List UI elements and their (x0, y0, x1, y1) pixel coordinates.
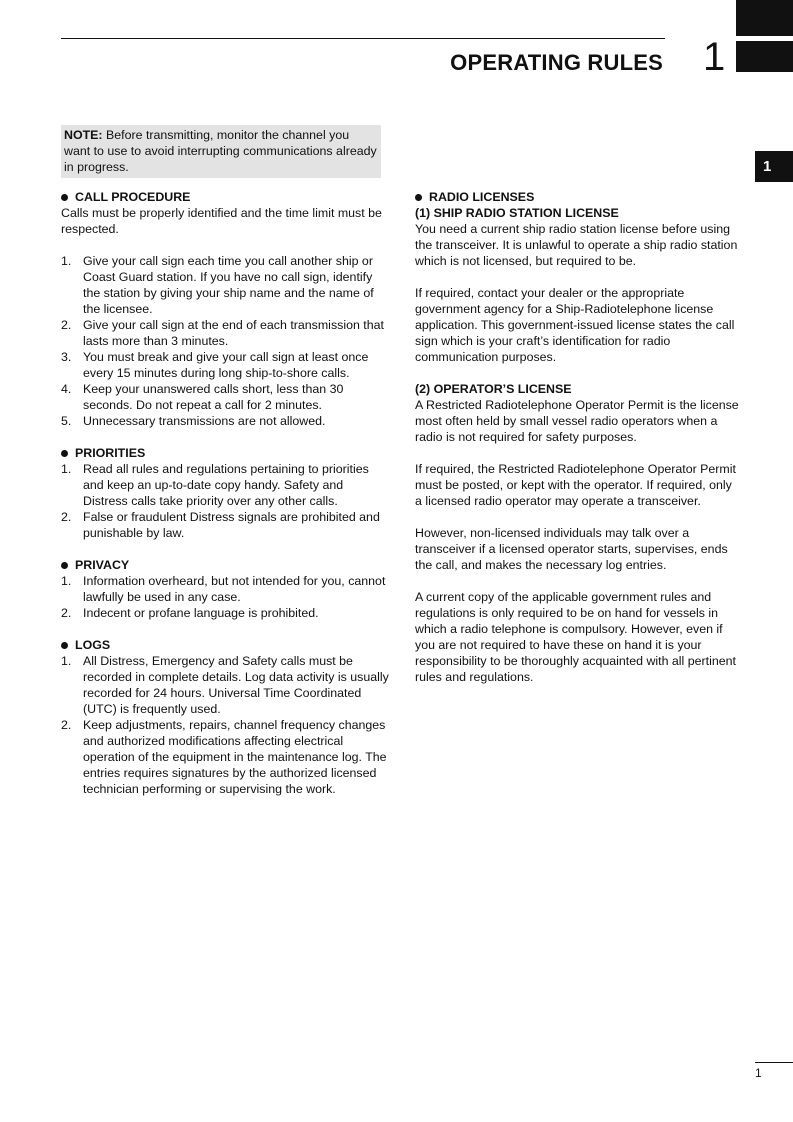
note-box (61, 125, 381, 178)
side-chapter-tab[interactable]: 1 (755, 151, 793, 182)
list-item: 5. Unnecessary transmissions are not allowed. (61, 414, 326, 428)
list-item: 1. All Distress, Emergency and Safety calls must be recorded in complete details. Log data activity is usually recorded for 24 hours. Universal Time Coordinated (UTC) is frequently used. (61, 654, 389, 716)
header-rule (61, 38, 665, 39)
list-item: 1. Give your call sign each time you call another ship or Coast Guard station. If you have no call sign, identify the station by giving your ship name and the name of the licensee. (61, 254, 374, 316)
privacy-list (61, 573, 391, 621)
page-number: 1 (755, 1066, 762, 1080)
list-item: 4. Keep your unanswered calls short, less than 30 seconds. Do not repeat a call for 2 minutes. (61, 382, 344, 412)
left-column (61, 189, 391, 797)
section-heading: CALL PROCEDURE (61, 189, 391, 205)
chapter-tab-decoration (736, 0, 793, 36)
list-item: 3. You must break and give your call sign at least once every 15 minutes during long ship-to-shore calls. (61, 350, 369, 380)
bullet-icon (61, 450, 68, 457)
page-title: OPERATING RULES (450, 50, 663, 75)
paragraph: However, non-licensed individuals may talk over a transceiver if a licensed operator starts, supervises, ends the call, and makes the necessary log entries. (415, 526, 728, 572)
section-heading: PRIVACY (61, 557, 391, 573)
bullet-icon (61, 562, 68, 569)
paragraph: You need a current ship radio station license before using the transceiver. It is unlawful to operate a ship radio station which is not licensed, but required to be. (415, 222, 738, 268)
list-item: 2. Keep adjustments, repairs, channel frequency changes and authorized modifications affecting electrical operation of the equipment in the maintenance log. The entries requires signatures by the authorized licensed technician performing or supervising the work. (61, 718, 387, 796)
ship-license-subheading: (1) SHIP RADIO STATION LICENSE (415, 206, 619, 220)
list-item: 2. Indecent or profane language is prohibited. (61, 606, 319, 620)
paragraph: If required, contact your dealer or the appropriate government agency for a Ship-Radiotelephone license application. This government-issued license states the call sign which is your craft’s identification for radio communication purposes. (415, 286, 735, 364)
bullet-icon (61, 194, 68, 201)
call-procedure-intro: Calls must be properly identified and the time limit must be respected. (61, 206, 382, 236)
section-heading: LOGS (61, 637, 391, 653)
priorities-list (61, 461, 391, 541)
logs-list (61, 653, 391, 797)
note-text: Before transmitting, monitor the channel you want to use to avoid interrupting communications already in progress. (64, 128, 377, 174)
section-heading: PRIORITIES (61, 445, 391, 461)
chapter-number-tab (736, 41, 793, 72)
list-item: 2. False or fraudulent Distress signals are prohibited and punishable by law. (61, 510, 380, 540)
list-item: 1. Information overheard, but not intended for you, cannot lawfully be used in any case. (61, 574, 386, 604)
paragraph: If required, the Restricted Radiotelephone Operator Permit must be posted, or kept with the operator. If required, only a licensed radio operator may operate a transceiver. (415, 462, 736, 508)
footer-rule (755, 1062, 793, 1063)
right-column (415, 189, 740, 685)
bullet-icon (61, 642, 68, 649)
call-procedure-list (61, 253, 391, 429)
operator-license-subheading: (2) OPERATOR’S LICENSE (415, 382, 572, 396)
chapter-number: 1 (703, 35, 726, 79)
list-item: 1. Read all rules and regulations pertaining to priorities and keep an up-to-date copy handy. Safety and Distress calls take priority over any other calls. (61, 462, 369, 508)
section-heading: RADIO LICENSES (415, 189, 740, 205)
paragraph: A Restricted Radiotelephone Operator Permit is the license most often held by small vessel radio operators when a radio is not required for safety purposes. (415, 398, 739, 444)
note-label: NOTE: (64, 128, 103, 142)
bullet-icon (415, 194, 422, 201)
paragraph: A current copy of the applicable government rules and regulations is only required to be on hand for vessels in which a radio telephone is compulsory. However, even if you are not required to have these on hand it is your responsibility to be thoroughly acquainted with all pertinent rules and regulations. (415, 590, 736, 684)
list-item: 2. Give your call sign at the end of each transmission that lasts more than 3 minutes. (61, 318, 384, 348)
